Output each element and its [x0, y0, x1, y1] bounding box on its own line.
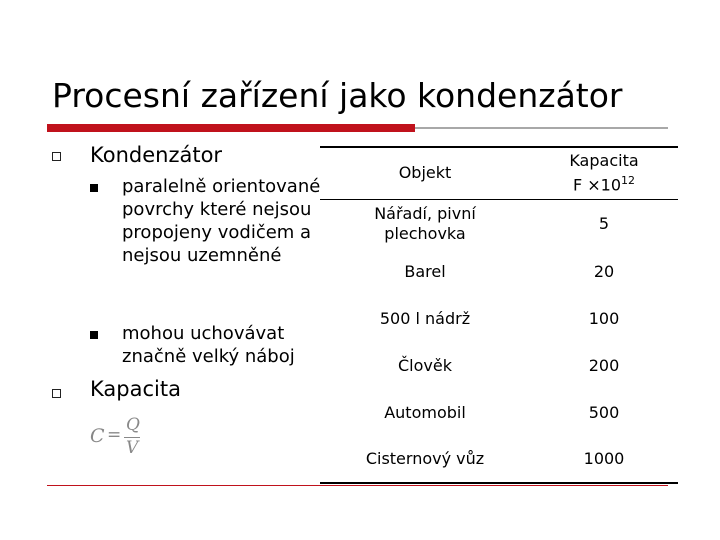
- formula-denominator: V: [126, 438, 139, 458]
- filled-square-bullet-icon: [90, 184, 98, 192]
- table-row: [320, 342, 678, 389]
- cell-capacity: 200: [588, 355, 620, 375]
- header-capacity-exponent: 12: [621, 174, 636, 188]
- cell-capacity: 20: [593, 261, 615, 281]
- header-capacity-label: Kapacita: [569, 151, 639, 171]
- cell-object: Cisternový vůz: [320, 436, 530, 483]
- footer-rule: [47, 485, 668, 486]
- table-row: [320, 389, 678, 436]
- cell-object: [320, 199, 530, 248]
- page-title: Procesní zařízení jako kondenzátor: [52, 76, 623, 115]
- capacity-table: [320, 146, 678, 484]
- filled-square-bullet-icon: [90, 331, 98, 339]
- cell-object: Barel: [404, 261, 446, 281]
- header-capacity: [530, 147, 678, 199]
- sub-bullet-text: mohou uchovávat značně velký náboj: [122, 323, 295, 367]
- cell-capacity: 100: [588, 308, 620, 328]
- cell-capacity: 500: [588, 402, 620, 422]
- title-underline-red: [47, 124, 415, 132]
- table-header-row: [320, 147, 678, 199]
- sub-bullet-text: paralelně orientované povrchy které nejsou propojeny vodičem a nejsou uzemněné: [122, 176, 321, 266]
- header-capacity-unit: F ×10: [572, 175, 622, 195]
- formula-equals: =: [107, 425, 122, 445]
- cell-object: Člověk: [398, 355, 452, 375]
- cell-object-text: Nářadí, pivní plechovka: [374, 203, 476, 243]
- formula-lhs: C: [90, 425, 105, 447]
- square-bullet-icon: [52, 389, 61, 398]
- square-bullet-icon: [52, 152, 61, 161]
- formula-numerator: Q: [126, 415, 140, 435]
- cell-object: 500 l nádrž: [379, 308, 471, 328]
- header-object: Objekt: [320, 147, 530, 199]
- cell-capacity: 1000: [530, 436, 678, 483]
- table-row: [320, 248, 678, 295]
- title-underline-grey: [415, 127, 668, 129]
- table-row: [320, 199, 678, 248]
- bullet-kapacita: Kapacita: [90, 377, 181, 401]
- table-row: [320, 295, 678, 342]
- cell-object: Automobil: [384, 402, 466, 422]
- cell-capacity: 5: [598, 213, 610, 233]
- bullet-kondenzator: Kondenzátor: [90, 143, 223, 167]
- table-row: [320, 436, 678, 483]
